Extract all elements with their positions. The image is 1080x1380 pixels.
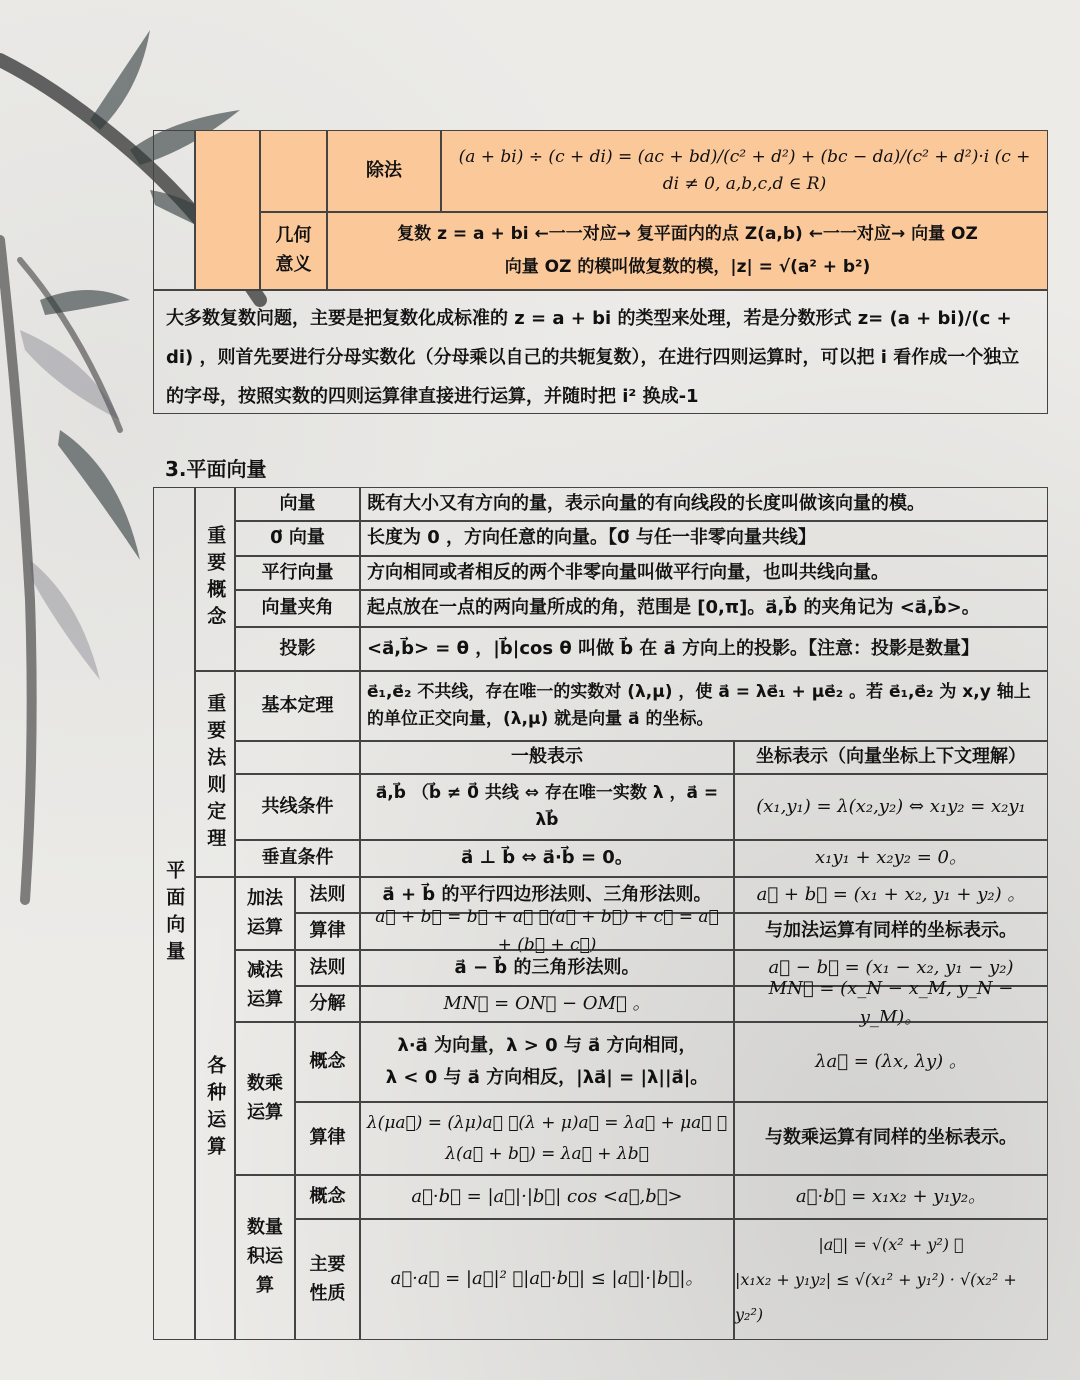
- dot-concept-coord: a⃗·b⃗ = x₁x₂ + y₁y₂。: [734, 1175, 1048, 1219]
- concept-projection-name: 投影: [235, 627, 360, 671]
- dot-concept-general: a⃗·b⃗ = |a⃗|·|b⃗| cos <a⃗,b⃗>: [360, 1175, 734, 1219]
- scalar-concept-name: 概念: [295, 1022, 360, 1102]
- dot-props-coord: [734, 1219, 1048, 1340]
- add-rule-general: a⃗ + b⃗ 的平行四边形法则、三角形法则。: [360, 877, 734, 913]
- concept-parallel-name: 平行向量: [235, 556, 360, 590]
- sub-decomp-name: 分解: [295, 986, 360, 1022]
- concept-vector-name: 向量: [235, 487, 360, 521]
- collinear-general: a⃗,b⃗ （b⃗ ≠ 0⃗ 共线 ⇔ 存在唯一实数 λ ，a⃗ = λb⃗: [360, 774, 734, 840]
- collinear-coord: (x₁,y₁) = λ(x₂,y₂) ⇔ x₁y₂ = x₂y₁: [734, 774, 1048, 840]
- concept-vector-desc: 既有大小又有方向的量，表示向量的有向线段的长度叫做该向量的模。: [360, 487, 1048, 521]
- perpendicular-general: a⃗ ⊥ b⃗ ⇔ a⃗·b⃗ = 0。: [360, 840, 734, 877]
- sub-label: 减法运算: [235, 950, 295, 1022]
- perpendicular-name: 垂直条件: [235, 840, 360, 877]
- perpendicular-coord: x₁y₁ + x₂y₂ = 0。: [734, 840, 1048, 877]
- basic-theorem-desc: e⃗₁,e⃗₂ 不共线，存在唯一的实数对 (λ,μ) ，使 a⃗ = λe⃗₁ + μe⃗₂ 。若 e⃗₁,e⃗₂ 为 x,y 轴上的单位正交向量，(λ,μ) 就是向量 a⃗ 的坐标。: [360, 671, 1048, 741]
- concept-angle-name: 向量夹角: [235, 590, 360, 627]
- scalar-law-name: 算律: [295, 1102, 360, 1175]
- complex-col-orange-2: [260, 130, 327, 212]
- header-general: 一般表示: [360, 741, 734, 774]
- dot-concept-name: 概念: [295, 1175, 360, 1219]
- group-ops: 各种运算: [195, 877, 235, 1340]
- concept-angle-desc: 起点放在一点的两向量所成的角，范围是 [0,π]。a⃗,b⃗ 的夹角记为 <a⃗,b⃗>。: [360, 590, 1048, 627]
- add-law-name: 算律: [295, 913, 360, 950]
- scalar-law-line-2: λ(a⃗ + b⃗) = λa⃗ + λb⃗: [445, 1143, 649, 1164]
- vector-main-label: 平面向量: [153, 487, 195, 1340]
- dot-props-general: a⃗·a⃗ = |a⃗|² ，|a⃗·b⃗| ≤ |a⃗|·|b⃗|。: [360, 1219, 734, 1340]
- division-formula: (a + bi) ÷ (c + di) = (ac + bd)/(c² + d²) + (bc − da)/(c² + d²)·i (c + di ≠ 0, a,b,c,d ∈ R): [441, 130, 1048, 212]
- geometry-line-2: 向量 OZ 的模叫做复数的模，|z| = √(a² + b²): [504, 257, 871, 277]
- geometry-meaning-cell: [327, 212, 1048, 290]
- header-blank: [235, 741, 360, 774]
- scalar-law-line-1: λ(μa⃗) = (λμ)a⃗ ，(λ + μ)a⃗ = λa⃗ + μa⃗ ，: [366, 1112, 728, 1133]
- scalar-law-coord: 与数乘运算有同样的坐标表示。: [734, 1102, 1048, 1175]
- dot-props-coord-line-1: |a⃗| = √(x² + y²) ，: [818, 1234, 964, 1254]
- scalar-concept-general: [360, 1022, 734, 1102]
- group-concepts: 重要概念: [195, 487, 235, 671]
- header-coord: 坐标表示（向量坐标上下文理解）: [734, 741, 1048, 774]
- sub-rule-general: a⃗ − b⃗ 的三角形法则。: [360, 950, 734, 986]
- scalar-label: 数乘运算: [235, 1022, 295, 1175]
- geometry-line-1: 复数 z = a + bi ←一一对应→ 复平面内的点 Z(a,b) ←一一对应→ 向量 OZ: [397, 224, 978, 244]
- scalar-concept-coord: λa⃗ = (λx, λy) 。: [734, 1022, 1048, 1102]
- complex-col-blank: [153, 130, 195, 290]
- sub-rule-name: 法则: [295, 950, 360, 986]
- add-law-coord: 与加法运算有同样的坐标表示。: [734, 913, 1048, 950]
- add-law-general: a⃗ + b⃗ = b⃗ + a⃗ ，(a⃗ + b⃗) + c⃗ = a⃗ + (b⃗ + c⃗): [360, 913, 734, 950]
- section-title: 3.平面向量: [165, 457, 267, 481]
- concept-projection-desc: <a⃗,b⃗> = θ ，|b⃗|cos θ 叫做 b⃗ 在 a⃗ 方向上的投影。【注意：投影是数量】: [360, 627, 1048, 671]
- sub-decomp-coord: MN⃗ = (x_N − x_M, y_N − y_M)。: [734, 986, 1048, 1022]
- add-rule-name: 法则: [295, 877, 360, 913]
- concept-zero-name: 0⃗ 向量: [235, 521, 360, 556]
- sub-rule-coord: a⃗ − b⃗ = (x₁ − x₂, y₁ − y₂): [734, 950, 1048, 986]
- scalar-concept-line-2: λ < 0 与 a⃗ 方向相反，|λa⃗| = |λ||a⃗|。: [385, 1067, 709, 1088]
- dot-props-coord-line-2: |x₁x₂ + y₁y₂| ≤ √(x₁² + y₁²) · √(x₂² + y₂²): [735, 1269, 1017, 1325]
- add-rule-coord: a⃗ + b⃗ = (x₁ + x₂, y₁ + y₂) 。: [734, 877, 1048, 913]
- concept-parallel-desc: 方向相同或者相反的两个非零向量叫做平行向量，也叫共线向量。: [360, 556, 1048, 590]
- group-laws: 重要法则定理: [195, 671, 235, 877]
- scalar-concept-line-1: λ·a⃗ 为向量，λ > 0 与 a⃗ 方向相同，: [397, 1034, 697, 1056]
- scalar-law-general: [360, 1102, 734, 1175]
- dot-props-name: 主要性质: [295, 1219, 360, 1340]
- sub-decomp-general: MN⃗ = ON⃗ − OM⃗ 。: [360, 986, 734, 1022]
- basic-theorem-name: 基本定理: [235, 671, 360, 741]
- dot-label: 数量积运算: [235, 1175, 295, 1340]
- complex-note: 大多数复数问题，主要是把复数化成标准的 z = a + bi 的类型来处理，若是分数形式 z= (a + bi)/(c + di) ，则首先要进行分母实数化（分母乘以自己的共轭复数），在进行四则运算时，可以把 i 看作成一个独立的字母，按照实数的四则运算律直接进行运算，并随时把 i² 换成-1: [153, 290, 1048, 414]
- collinear-name: 共线条件: [235, 774, 360, 840]
- complex-col-orange-1: [195, 130, 260, 290]
- geometry-label: 几何意义: [260, 212, 327, 290]
- division-label: 除法: [327, 130, 441, 212]
- concept-zero-desc: 长度为 0 ，方向任意的向量。【0⃗ 与任一非零向量共线】: [360, 521, 1048, 556]
- add-label: 加法运算: [235, 877, 295, 950]
